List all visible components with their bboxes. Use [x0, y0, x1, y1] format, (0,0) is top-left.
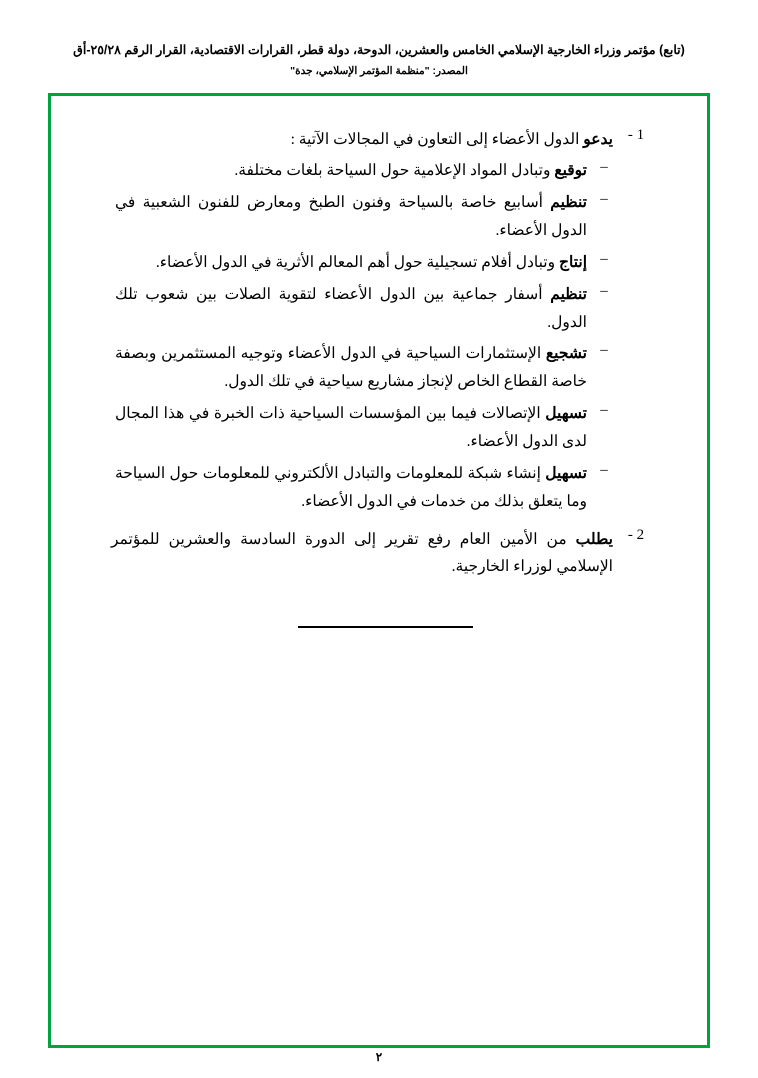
list-item-lead: تنظيم: [550, 285, 587, 303]
list-item-lead: تنظيم: [550, 194, 587, 212]
bullet-dash-icon: –: [600, 191, 608, 208]
list-item-lead: إنتاج: [558, 253, 587, 271]
clause-2-rest: من الأمين العام رفع تقرير إلى الدورة السادسة والعشرين للمؤتمر الإسلامي لوزراء الخارجية.: [111, 530, 613, 575]
list-item-text: [111, 340, 587, 396]
list-item-text: [111, 189, 587, 245]
bullet-dash-icon: –: [600, 159, 608, 176]
bullet-dash-icon: –: [600, 282, 608, 299]
list-item: [111, 189, 621, 245]
list-item-lead: توقيع: [554, 162, 587, 180]
list-item: [111, 400, 621, 456]
clause-2-lead: يطلب: [575, 530, 613, 548]
bullet-dash-icon: –: [600, 342, 608, 359]
clause-1-text: [111, 126, 613, 153]
horizontal-rule: [298, 626, 473, 628]
clause-1-number: 1 -: [627, 127, 645, 143]
list-item: [111, 157, 621, 185]
bullet-dash-icon: –: [600, 462, 608, 479]
header-source-line: المصدر: "منظمة المؤتمر الإسلامي، جدة": [290, 65, 468, 77]
list-item-rest: وتبادل أفلام تسجيلية حول أهم المعالم الأثرية في الدول الأعضاء.: [155, 253, 559, 271]
clause-1-sub-list: [111, 157, 621, 516]
list-item-rest: الإتصالات فيما بين المؤسسات السياحية ذات الخبرة في هذا المجال لدى الدول الأعضاء.: [115, 405, 587, 451]
list-item: [111, 281, 621, 337]
document-body: [111, 126, 659, 628]
clause-1-rest: الدول الأعضاء إلى التعاون في المجالات الآتية :: [290, 131, 584, 148]
list-item-text: [111, 157, 587, 185]
list-item: [111, 460, 621, 516]
list-item-rest: وتبادل المواد الإعلامية حول السياحة بلغات مختلفة.: [234, 162, 555, 180]
bullet-dash-icon: –: [600, 250, 608, 267]
clause-2-number: 2 -: [627, 526, 645, 543]
bullet-dash-icon: –: [600, 402, 608, 419]
list-item-rest: أسفار جماعية بين الدول الأعضاء لتقوية الصلات بين شعوب تلك الدول.: [115, 285, 587, 331]
list-item-rest: أسابيع خاصة بالسياحة وفنون الطبخ ومعارض للفنون الشعبية في الدول الأعضاء.: [115, 194, 587, 239]
clause-2: [111, 526, 659, 580]
list-item-text: [111, 281, 587, 337]
clause-1: [111, 126, 659, 153]
list-item-lead: تسهيل: [545, 405, 587, 423]
list-item: [111, 249, 621, 277]
list-item: [111, 340, 621, 396]
header-title-line: (تابع) مؤتمر وزراء الخارجية الإسلامي الخامس والعشرين، الدوحة، دولة قطر، القرارات الاقتصادية، القرار الرقم ٢٥/٢٨-أق: [73, 43, 685, 57]
list-item-rest: إنشاء شبكة للمعلومات والتبادل الألكتروني للمعلومات حول السياحة وما يتعلق بذلك من خدمات في الدول الأعضاء.: [115, 465, 587, 510]
list-item-lead: تشجيع: [545, 345, 587, 363]
page-number: ٢: [375, 1050, 383, 1064]
list-item-text: [111, 249, 587, 277]
list-item-rest: الإستثمارات السياحية في الدول الأعضاء وتوجيه المستثمرين وبصفة خاصة القطاع الخاص لإنجاز مشاريع سياحية في تلك الدول.: [115, 345, 587, 391]
clause-2-text: [111, 526, 613, 580]
clause-1-lead: يدعو: [583, 131, 613, 148]
list-item-text: [111, 460, 587, 516]
list-item-text: [111, 400, 587, 456]
page-header: [62, 42, 696, 77]
list-item-lead: تسهيل: [545, 465, 587, 483]
green-content-frame: [48, 93, 710, 1048]
